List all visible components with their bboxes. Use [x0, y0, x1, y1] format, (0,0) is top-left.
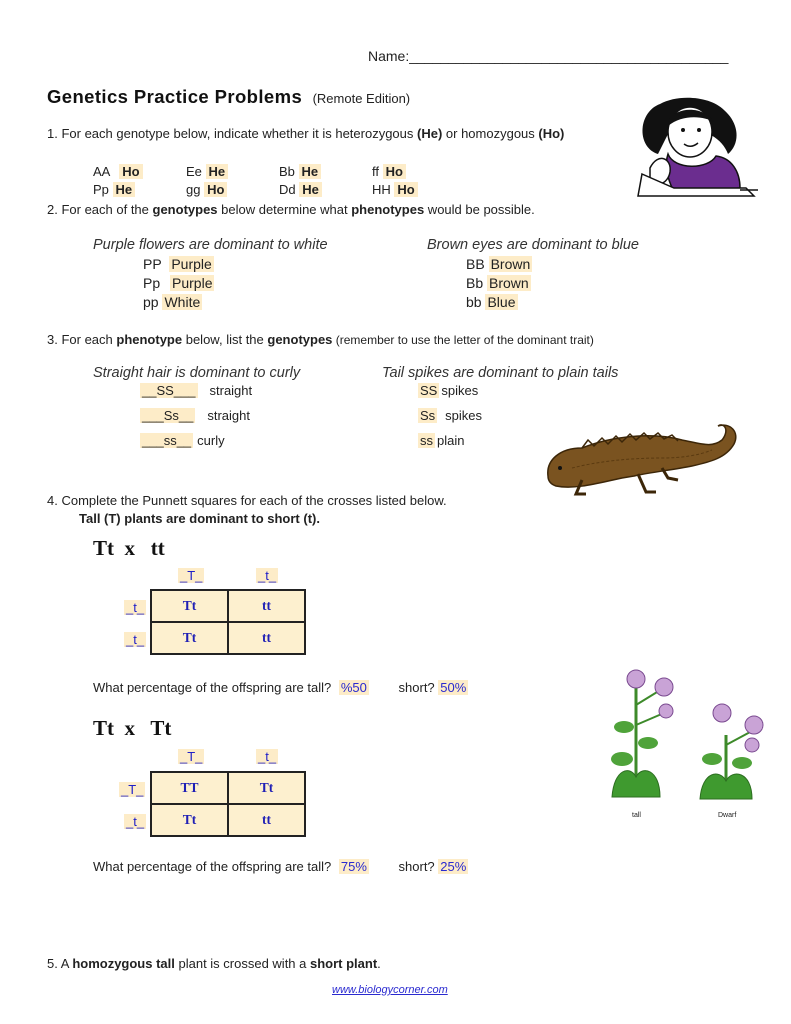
punnett1-side-allele[interactable]: _t_	[126, 600, 145, 615]
list-item: gg Ho	[186, 182, 227, 197]
list-item: Ee He	[186, 164, 228, 179]
footer-link-wrap	[332, 984, 448, 996]
q4-note: Tall (T) plants are dominant to short (t).	[79, 511, 320, 526]
title-main: Genetics Practice Problems	[47, 86, 303, 107]
punnett-square-2	[150, 771, 306, 837]
answer-field[interactable]: White	[164, 294, 201, 310]
list-item: BB Brown	[466, 256, 531, 272]
answer-field[interactable]: Blue	[487, 294, 516, 310]
punnett2-top-allele[interactable]: _t_	[258, 749, 277, 764]
punnett-cell[interactable]: Tt	[151, 622, 228, 654]
punnett-cell[interactable]: TT	[151, 772, 228, 804]
tall-plant-label: tall	[632, 812, 641, 819]
answer-field[interactable]: He	[299, 164, 322, 179]
cross1-label: Tt x tt	[93, 536, 165, 560]
punnett2-side-allele[interactable]: _t_	[126, 814, 145, 829]
answer-field[interactable]: He	[299, 182, 322, 197]
answer-field[interactable]: Ho	[204, 182, 227, 197]
q2-left-title: Purple flowers are dominant to white	[93, 237, 328, 253]
title-edition: (Remote Edition)	[312, 91, 411, 106]
q3-right-title: Tail spikes are dominant to plain tails	[382, 365, 619, 381]
list-item: ff Ho	[372, 164, 406, 179]
list-item: Dd He	[279, 182, 322, 197]
cross2-label: Tt x Tt	[93, 716, 172, 740]
dwarf-plant-icon	[700, 704, 763, 799]
punnett1-side-allele[interactable]: _t_	[126, 632, 145, 647]
lizard-illustration	[542, 418, 747, 500]
answer-field[interactable]: Purple	[172, 275, 213, 291]
list-item: ss plain	[420, 433, 465, 448]
punnett-cell[interactable]: Tt	[151, 804, 228, 836]
tall-answer-field[interactable]: 75%	[340, 859, 367, 874]
answer-field[interactable]: Brown	[490, 256, 531, 272]
answer-field[interactable]: ___ss__	[142, 433, 192, 448]
q3-left-title: Straight hair is dominant to curly	[93, 365, 301, 381]
list-item: __SS___ straight	[142, 383, 253, 398]
q5-prompt: 5. A homozygous tall plant is crossed with a short plant.	[47, 956, 381, 971]
page-title	[47, 86, 410, 108]
punnett2-top-allele[interactable]: _T_	[180, 749, 203, 764]
cross1-question: What percentage of the offspring are tall? %50 short? 50%	[93, 680, 467, 695]
answer-field[interactable]: Ho	[383, 164, 406, 179]
punnett-cell[interactable]: tt	[228, 804, 305, 836]
list-item: pp White	[143, 294, 201, 310]
list-item: ___Ss__ straight	[142, 408, 250, 423]
answer-field[interactable]: Ss	[420, 408, 436, 423]
answer-field[interactable]: Brown	[489, 275, 529, 291]
answer-field[interactable]: Ho	[394, 182, 417, 197]
answer-field[interactable]: Ho	[119, 164, 142, 179]
list-item: Ss spikes	[420, 408, 483, 423]
footer-link[interactable]: www.biologycorner.com	[332, 984, 448, 996]
punnett-cell[interactable]: Tt	[228, 772, 305, 804]
list-item: bb Blue	[466, 294, 516, 310]
list-item: AA Ho	[93, 164, 143, 179]
list-item: Bb Brown	[466, 275, 529, 291]
list-item: ___ss__ curly	[142, 433, 225, 448]
answer-field[interactable]: ___Ss__	[142, 408, 194, 423]
short-answer-field[interactable]: 25%	[440, 859, 467, 874]
list-item: HH Ho	[372, 182, 418, 197]
answer-field[interactable]: SS	[420, 383, 438, 398]
q4-prompt: 4. Complete the Punnett squares for each of the crosses listed below.	[47, 493, 447, 508]
name-field[interactable]: Name:_________________________________________	[368, 48, 729, 64]
punnett-square-1	[150, 589, 306, 655]
list-item: PP Purple	[143, 256, 212, 272]
list-item: Pp He	[93, 182, 135, 197]
q2-prompt: 2. For each of the genotypes below determine what phenotypes would be possible.	[47, 202, 535, 217]
answer-field[interactable]: He	[206, 164, 229, 179]
punnett-cell[interactable]: Tt	[151, 590, 228, 622]
punnett1-top-allele[interactable]: _T_	[180, 568, 203, 583]
list-item: SS spikes	[420, 383, 479, 398]
punnett2-side-allele[interactable]: _T_	[121, 782, 144, 797]
q2-right-title: Brown eyes are dominant to blue	[427, 237, 639, 253]
punnett-cell[interactable]: tt	[228, 590, 305, 622]
tall-answer-field[interactable]: %50	[340, 680, 367, 695]
short-answer-field[interactable]: 50%	[440, 680, 467, 695]
answer-field[interactable]: ss	[420, 433, 433, 448]
plants-illustration	[600, 665, 780, 825]
list-item: Pp Purple	[143, 275, 213, 291]
answer-field[interactable]: __SS___	[142, 383, 196, 398]
list-item: Bb He	[279, 164, 321, 179]
tall-plant-icon	[611, 670, 673, 797]
cross2-question: What percentage of the offspring are tall? 75% short? 25%	[93, 859, 467, 874]
answer-field[interactable]: Purple	[171, 256, 212, 272]
dwarf-plant-label: Dwarf	[718, 812, 737, 819]
answer-field[interactable]: He	[113, 182, 136, 197]
q1-prompt: 1. For each genotype below, indicate whether it is heterozygous (He) or homozygous (Ho)	[47, 126, 565, 141]
punnett1-top-allele[interactable]: _t_	[258, 568, 277, 583]
girl-thinking-illustration	[628, 92, 758, 204]
punnett-cell[interactable]: tt	[228, 622, 305, 654]
q3-prompt: 3. For each phenotype below, list the genotypes (remember to use the letter of the dominant trait)	[47, 332, 594, 347]
